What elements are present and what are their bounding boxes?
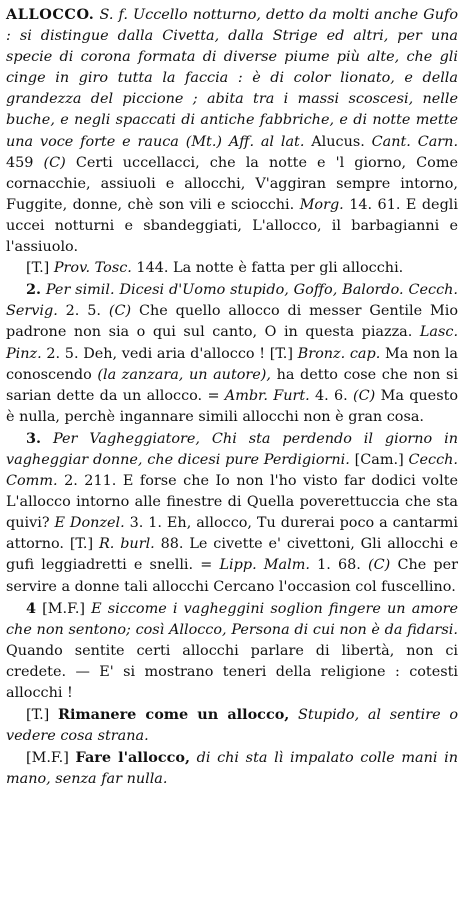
- citation-source: Morg.: [299, 196, 344, 213]
- phrase: Rimanere come un allocco,: [57, 706, 290, 724]
- sense-definition: Per Vagheggiatore, Chi sta perdendo il giorno in vagheggiar donne, che dicesi pure Perdigiorni.: [6, 430, 458, 468]
- paragraph-prov-tosc: [6, 258, 458, 279]
- citation-text: E forse che Io non l'ho visto far dodici volte L'allocco intorno alle finestre di Quella poverettuccia che sta quivi?: [6, 473, 458, 532]
- entry-allocco: [6, 4, 458, 258]
- latin-word: Alucus.: [311, 133, 365, 150]
- citation-ref: 3. 1.: [129, 515, 162, 532]
- latin-tag: (Mt.) Aff. al lat.: [185, 133, 305, 150]
- citation-text: Ma non la conoscendo: [6, 345, 459, 383]
- citation-ref: 14. 61.: [349, 196, 401, 213]
- phrase-fare-allocco: [6, 747, 458, 790]
- tag: [T.]: [269, 345, 293, 362]
- tag: [T.]: [26, 260, 50, 277]
- citation-ref: 2. 211.: [64, 473, 117, 490]
- citation-text: ha detto cose che non si sarian dette da un allocco.: [6, 366, 458, 404]
- citation-text: Che quello allocco di messer Gentile Mio padrone non sia o qui sul canto, O in questa piazza.: [6, 303, 458, 341]
- citation-mark: (C): [368, 557, 391, 574]
- citation-source: E Donzel.: [54, 515, 125, 532]
- citation-source: Bronz. cap.: [297, 345, 381, 362]
- citation-ref: 88.: [160, 536, 184, 553]
- phrase-definition: di chi sta lì impalato colle mani in mano, senza far nulla.: [6, 750, 458, 788]
- citation-mark: (C): [108, 303, 132, 320]
- equals-sign: =: [200, 557, 213, 574]
- definition: Uccello notturno, detto da molti anche Gufo : si distingue dalla Civetta, dalla Strige ed altri, per una specie di corona formata di diverse piume più alte, che gli cinge in giro tutta la faccia : è di color lionato, e della grandezza del piccione ; abita tra i massi scoscesi, nelle buche, e negli spaccati di antiche fabbriche, e di notte mette una voce forte e rauca: [6, 7, 458, 150]
- citation-ref: 1. 68.: [317, 557, 361, 574]
- citation-ref: 2. 5.: [65, 303, 101, 320]
- sense-definition: Per simil. Dicesi d'Uomo stupido, Goffo, Balordo.: [45, 282, 404, 299]
- citation-source: Cant. Carn.: [371, 133, 459, 150]
- sense-number: 2.: [26, 281, 42, 299]
- citation-ref: 4. 6.: [315, 387, 348, 404]
- tag: [T.]: [69, 536, 94, 553]
- citation-source: Cecch. Servig.: [6, 282, 458, 320]
- sense-definition: E siccome i vagheggini soglion fingere un amore che non sentono; così Allocco, Persona di cui non è da fidarsi.: [6, 600, 458, 638]
- citation-source: Cecch. Comm.: [6, 451, 459, 490]
- phrase-definition: Stupido, al sentire o vedere cosa strana.: [6, 707, 458, 745]
- grammar-label: S. f.: [99, 7, 128, 23]
- tag: [M.F.]: [26, 750, 69, 767]
- citation-text: Eh, allocco, Tu durerai poco a cantarmi attorno.: [6, 515, 459, 553]
- sense-number: 4: [26, 599, 37, 617]
- citation-ref: 144.: [136, 260, 169, 277]
- citation-text: Le civette e' civettoni, Gli allocchi e gufi leggiadretti e snelli.: [6, 536, 459, 574]
- sense-4: [6, 598, 458, 704]
- citation-source: R. burl.: [98, 536, 155, 553]
- equals-sign: =: [207, 387, 220, 404]
- headword: ALLOCCO.: [6, 6, 95, 23]
- citation-text: Ma questo è nulla, perchè ingannare simili allocchi non è gran cosa.: [6, 387, 459, 425]
- sense-text: Quando sentite certi allocchi parlare di libertà, non ci credete. — E' si mostrano teneri della religione : cotesti allocchi !: [6, 642, 458, 701]
- citation-note: (la zanzara, un autore),: [97, 366, 271, 383]
- citation-ref: 459: [6, 154, 34, 171]
- phrase-rimanere: [6, 704, 458, 747]
- phrase: Fare l'allocco,: [75, 749, 190, 767]
- citation-source: Lasc. Pinz.: [6, 324, 459, 362]
- sense-3: [6, 428, 458, 598]
- tag: [M.F.]: [42, 600, 86, 617]
- citation-mark: (C): [43, 154, 66, 171]
- citation-text: Che per servire a donne tali allocchi Cercano l'occasion col fuscellino.: [6, 557, 458, 595]
- sense-2: [6, 279, 458, 428]
- citation-mark: (C): [353, 387, 376, 404]
- citation-source: Lipp. Malm.: [219, 557, 310, 574]
- citation-text: Certi uccellacci, che la notte e 'l giorno, Come cornacchie, assiuoli e allocchi, V'aggiran sempre intorno, Fuggite, donne, chè son vili e sciocchi.: [6, 154, 459, 213]
- sense-number: 3.: [26, 429, 42, 447]
- citation-text: Deh, vedi aria d'allocco !: [83, 345, 266, 362]
- citation-ref: 2. 5.: [46, 345, 79, 362]
- tag: [Cam.]: [354, 451, 404, 468]
- tag: [T.]: [26, 707, 50, 724]
- citation-source: Prov. Tosc.: [53, 260, 132, 277]
- citation-source: Ambr. Furt.: [224, 387, 310, 404]
- citation-text: E degli uccei notturni e sbandeggiati, L'allocco, il barbagianni e l'assiuolo.: [6, 196, 458, 256]
- citation-text: La notte è fatta per gli allocchi.: [173, 260, 404, 277]
